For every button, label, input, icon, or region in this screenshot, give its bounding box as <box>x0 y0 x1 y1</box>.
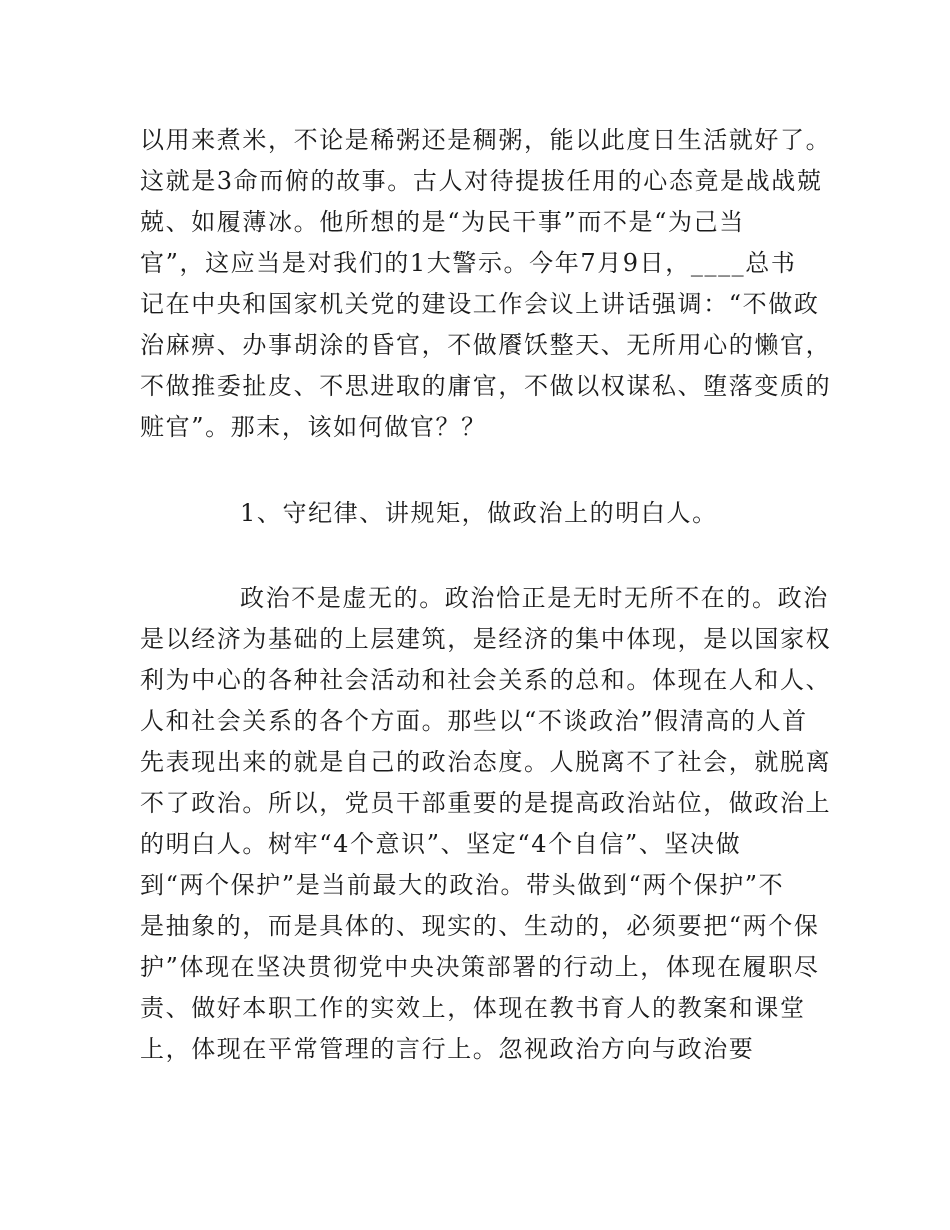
paragraph1-line: 兢、如履薄冰。他所想的是“为民干事”而不是“为己当 <box>140 208 745 236</box>
paragraph2-line: 人和社会关系的各个方面。那些以“不谈政治”假清高的人首 <box>140 707 808 735</box>
paragraph1-line: 治麻痹、办事胡涂的昏官，不做餍饫整天、无所用心的懒官， <box>140 331 832 359</box>
paragraph2-line: 不了政治。所以，党员干部重要的是提高政治站位，做政治上 <box>140 789 832 817</box>
paragraph2-line: 先表现出来的就是自己的政治态度。人脱离不了社会，就脱离 <box>140 748 832 776</box>
paragraph1-line: 这就是3命而俯的故事。古人对待提拔任用的心态竟是战战兢 <box>140 167 823 195</box>
paragraph2-line: 责、做好本职工作的实效上，体现在教书育人的教案和课堂 <box>140 994 806 1022</box>
paragraph1-line: 不做推委扯皮、不思进取的庸官，不做以权谋私、堕落变质的 <box>140 372 832 400</box>
paragraph2-line: 护”体现在坚决贯彻党中央决策部署的行动上，体现在履职尽 <box>140 953 820 981</box>
paragraph2-line: 是抽象的，而是具体的、现实的、生动的，必须要把“两个保 <box>140 912 820 940</box>
paragraph1-line: 官”，这应当是对我们的1大警示。今年7月9日，____总书 <box>140 249 797 277</box>
paragraph2-line: 的明白人。树牢“4个意识”、坚定“4个自信”、坚决做 <box>140 830 742 858</box>
paragraph2-line: 上，体现在平常管理的言行上。忽视政治方向与政治要 <box>140 1035 755 1063</box>
paragraph1-line: 以用来煮米，不论是稀粥还是稠粥，能以此度日生活就好了。 <box>140 126 832 154</box>
paragraph2-line: 是以经济为基础的上层建筑，是经济的集中体现，是以国家权 <box>140 625 832 653</box>
paragraph2-line: 政治不是虚无的。政治恰正是无时无所不在的。政治 <box>240 584 829 612</box>
section-heading: 1、守纪律、讲规矩，做政治上的明白人。 <box>240 499 718 527</box>
paragraph2-line: 利为中心的各种社会活动和社会关系的总和。体现在人和人、 <box>140 666 832 694</box>
paragraph1-line: 记在中央和国家机关党的建设工作会议上讲话强调：“不做政 <box>140 290 820 318</box>
paragraph1-line: 赃官”。那末，该如何做官？？ <box>140 413 487 441</box>
paragraph2-line: 到“两个保护”是当前最大的政治。带头做到“两个保护”不 <box>140 871 785 899</box>
